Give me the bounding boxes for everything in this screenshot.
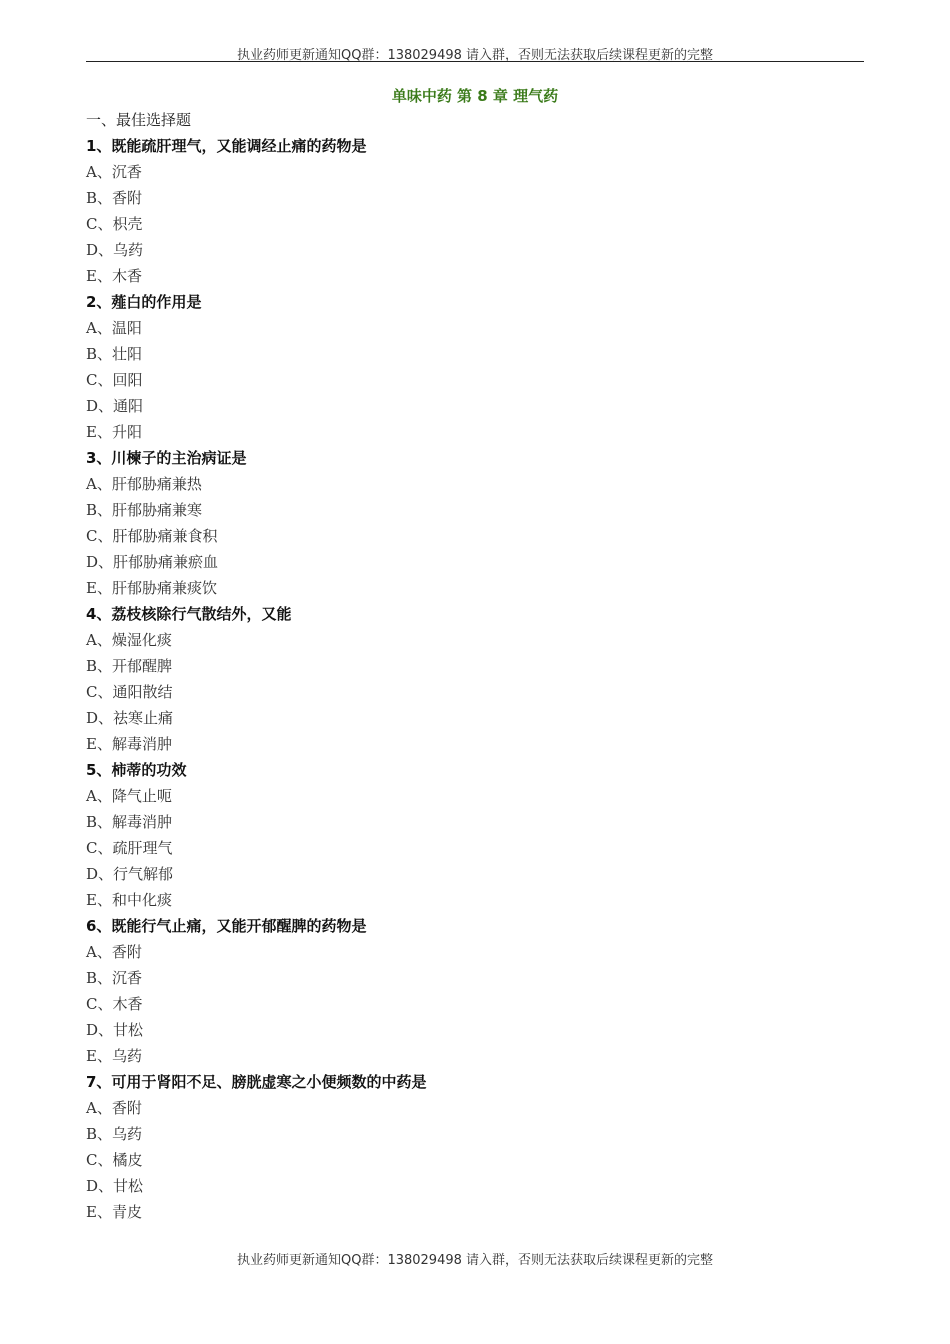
answer-option: D、行气解郁 bbox=[86, 865, 174, 883]
answer-option: C、枳壳 bbox=[86, 215, 143, 233]
footer-group-label: 群： bbox=[361, 1253, 388, 1268]
header-notice-text: 执业药师更新通知 bbox=[236, 48, 341, 63]
answer-option: D、甘松 bbox=[86, 1021, 144, 1039]
answer-option: B、香附 bbox=[86, 189, 143, 207]
question-stem: 5、柿蒂的功效 bbox=[86, 761, 187, 779]
question-list bbox=[86, 133, 866, 1225]
answer-option: A、香附 bbox=[86, 943, 142, 961]
footer-instruction: 请入群，否则无法获取后续课程更新的完整 bbox=[461, 1253, 714, 1268]
answer-option: B、壮阳 bbox=[86, 345, 143, 363]
answer-option: A、降气止呃 bbox=[86, 787, 172, 805]
answer-option: D、肝郁胁痛兼瘀血 bbox=[86, 553, 219, 571]
question-stem: 3、川楝子的主治病证是 bbox=[86, 449, 247, 467]
answer-option: C、木香 bbox=[86, 995, 143, 1013]
section-heading: 一、最佳选择题 bbox=[86, 111, 192, 129]
answer-option: E、解毒消肿 bbox=[86, 735, 172, 753]
answer-option: E、乌药 bbox=[86, 1047, 142, 1065]
answer-option: B、沉香 bbox=[86, 969, 143, 987]
page-footer bbox=[0, 1249, 950, 1268]
answer-option: A、温阳 bbox=[86, 319, 142, 337]
answer-option: A、燥湿化痰 bbox=[86, 631, 172, 649]
answer-option: C、通阳散结 bbox=[86, 683, 173, 701]
answer-option: C、肝郁胁痛兼食积 bbox=[86, 527, 218, 545]
answer-option: D、祛寒止痛 bbox=[86, 709, 174, 727]
footer-group-number: 138029498 bbox=[387, 1253, 462, 1268]
answer-option: B、乌药 bbox=[86, 1125, 143, 1143]
question-stem: 2、薤白的作用是 bbox=[86, 293, 202, 311]
header-instruction: 请入群，否则无法获取后续课程更新的完整 bbox=[461, 48, 714, 63]
answer-option: E、肝郁胁痛兼痰饮 bbox=[86, 579, 217, 597]
answer-option: E、青皮 bbox=[86, 1203, 142, 1221]
header-qq: QQ bbox=[340, 48, 362, 63]
answer-option: D、通阳 bbox=[86, 397, 144, 415]
answer-option: A、沉香 bbox=[86, 163, 142, 181]
answer-option: C、回阳 bbox=[86, 371, 143, 389]
page-title: 单味中药 第 8 章 理气药 bbox=[391, 87, 559, 105]
header-rule bbox=[86, 61, 864, 62]
answer-option: E、木香 bbox=[86, 267, 142, 285]
answer-option: C、疏肝理气 bbox=[86, 839, 173, 857]
footer-qq: QQ bbox=[340, 1253, 362, 1268]
question-stem: 1、既能疏肝理气，又能调经止痛的药物是 bbox=[86, 137, 367, 155]
answer-option: B、肝郁胁痛兼寒 bbox=[86, 501, 203, 519]
header-group-label: 群： bbox=[361, 48, 388, 63]
answer-option: B、解毒消肿 bbox=[86, 813, 173, 831]
footer-notice-text: 执业药师更新通知 bbox=[236, 1253, 341, 1268]
answer-option: E、升阳 bbox=[86, 423, 142, 441]
document-body bbox=[86, 107, 866, 1225]
answer-option: B、开郁醒脾 bbox=[86, 657, 173, 675]
answer-option: A、香附 bbox=[86, 1099, 142, 1117]
answer-option: D、乌药 bbox=[86, 241, 144, 259]
question-stem: 6、既能行气止痛，又能开郁醒脾的药物是 bbox=[86, 917, 367, 935]
answer-option: C、橘皮 bbox=[86, 1151, 143, 1169]
header-group-number: 138029498 bbox=[387, 48, 462, 63]
answer-option: E、和中化痰 bbox=[86, 891, 172, 909]
answer-option: D、甘松 bbox=[86, 1177, 144, 1195]
answer-option: A、肝郁胁痛兼热 bbox=[86, 475, 202, 493]
question-stem: 7、可用于肾阳不足、膀胱虚寒之小便频数的中药是 bbox=[86, 1073, 427, 1091]
question-stem: 4、荔枝核除行气散结外，又能 bbox=[86, 605, 292, 623]
